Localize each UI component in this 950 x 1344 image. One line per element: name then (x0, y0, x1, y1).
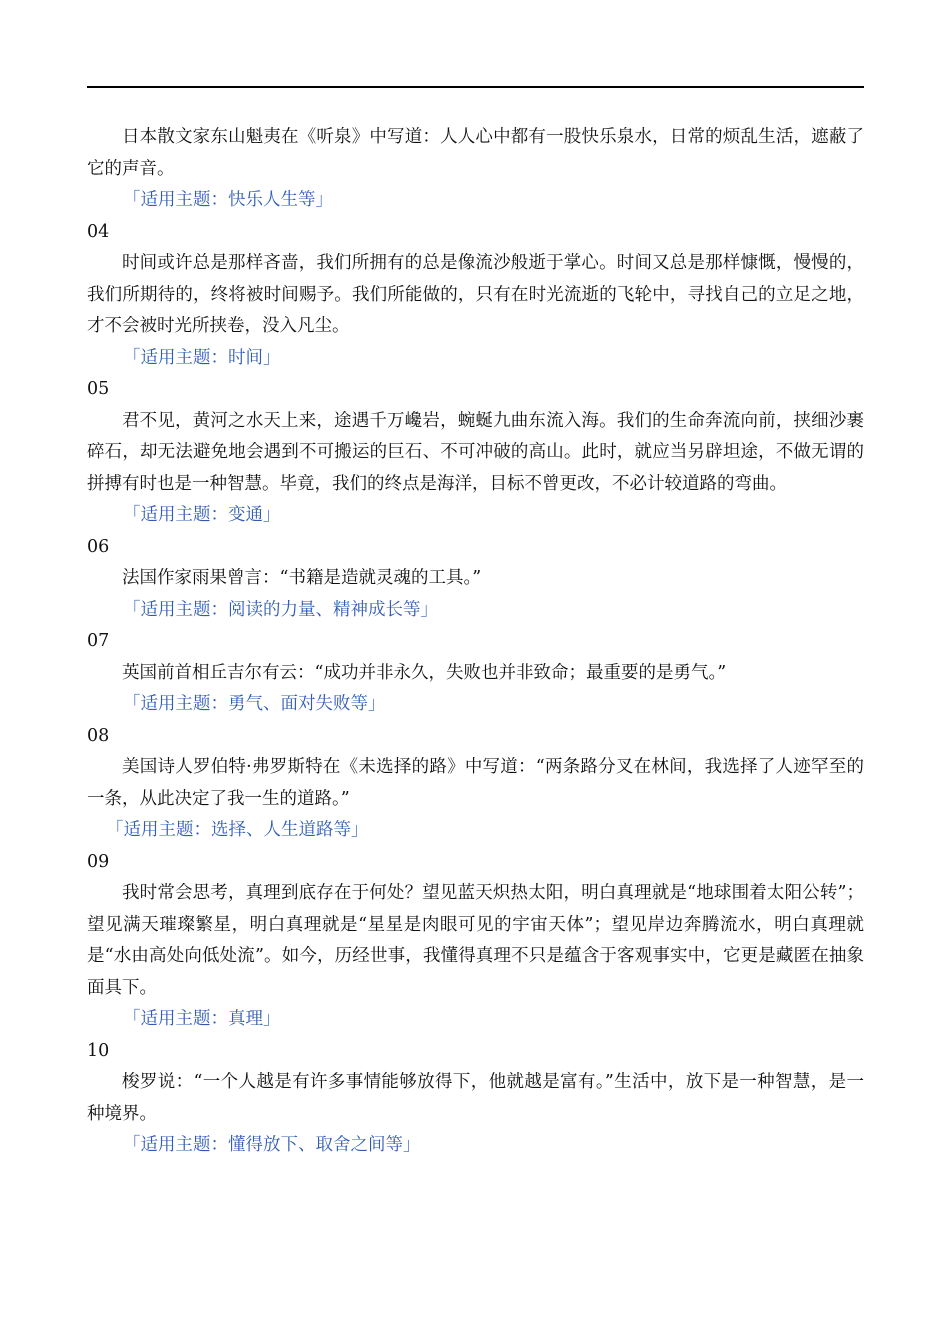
topic-tag: 「适用主题：快乐人生等」 (123, 190, 333, 210)
header-rule (87, 86, 864, 88)
paragraph: 君不见，黄河之水天上来，途遇千万巉岩，蜿蜒九曲东流入海。我们的生命奔流向前，挟细沙裹碎石，却无法避免地会遇到不可搬运的巨石、不可冲破的高山。此时，就应当另辟坦途，不做无谓的拼搏有时也是一种智慧。毕竟，我们的终点是海洋，目标不曾更改，不必计较道路的弯曲。 (87, 410, 864, 494)
section-number: 10 (87, 1040, 110, 1061)
paragraph: 梭罗说：“一个人越是有许多事情能够放得下，他就越是富有。”生活中，放下是一种智慧，是一种境界。 (87, 1072, 864, 1124)
paragraph: 日本散文家东山魁夷在《听泉》中写道：人人心中都有一股快乐泉水，日常的烦乱生活，遮蔽了它的声音。 (87, 127, 864, 179)
paragraph: 法国作家雨果曾言：“书籍是造就灵魂的工具。” (122, 568, 482, 588)
section-number: 05 (87, 379, 110, 399)
topic-tag: 「适用主题：选择、人生道路等」 (106, 820, 369, 840)
paragraph: 时间或许总是那样吝啬，我们所拥有的总是像流沙般逝于掌心。时间又总是那样慷慨，慢慢的，我们所期待的，终将被时间赐予。我们所能做的，只有在时光流逝的飞轮中，寻找自己的立足之地，才不会被时光所挟卷，没入凡尘。 (87, 253, 864, 336)
topic-tag: 「适用主题：时间」 (123, 347, 281, 368)
section-number: 08 (87, 725, 110, 746)
document-body (87, 122, 864, 1162)
topic-tag: 「适用主题：懂得放下、取舍之间等」 (123, 1135, 421, 1155)
paragraph: 英国前首相丘吉尔有云：“成功并非永久，失败也并非致命；最重要的是勇气。” (122, 662, 727, 683)
section-number: 06 (87, 536, 110, 557)
topic-tag: 「适用主题：真理」 (123, 1009, 281, 1029)
section-number: 04 (87, 221, 110, 242)
paragraph: 我时常会思考，真理到底存在于何处？望见蓝天炽热太阳，明白真理就是“地球围着太阳公转”；望见满天璀璨繁星，明白真理就是“星星是肉眼可见的宇宙天体”；望见岸边奔腾流水，明白真理就是“水由高处向低处流”。如今，历经世事，我懂得真理不只是蕴含于客观事实中，它更是藏匿在抽象面具下。 (87, 883, 864, 998)
topic-tag: 「适用主题：勇气、面对失败等」 (123, 694, 386, 714)
topic-tag: 「适用主题：变通」 (123, 505, 281, 525)
section-number: 09 (87, 851, 110, 872)
topic-tag: 「适用主题：阅读的力量、精神成长等」 (123, 599, 438, 620)
paragraph: 美国诗人罗伯特·弗罗斯特在《未选择的路》中写道：“两条路分叉在林间，我选择了人迹罕至的一条，从此决定了我一生的道路。” (87, 757, 864, 809)
section-number: 07 (87, 631, 110, 651)
